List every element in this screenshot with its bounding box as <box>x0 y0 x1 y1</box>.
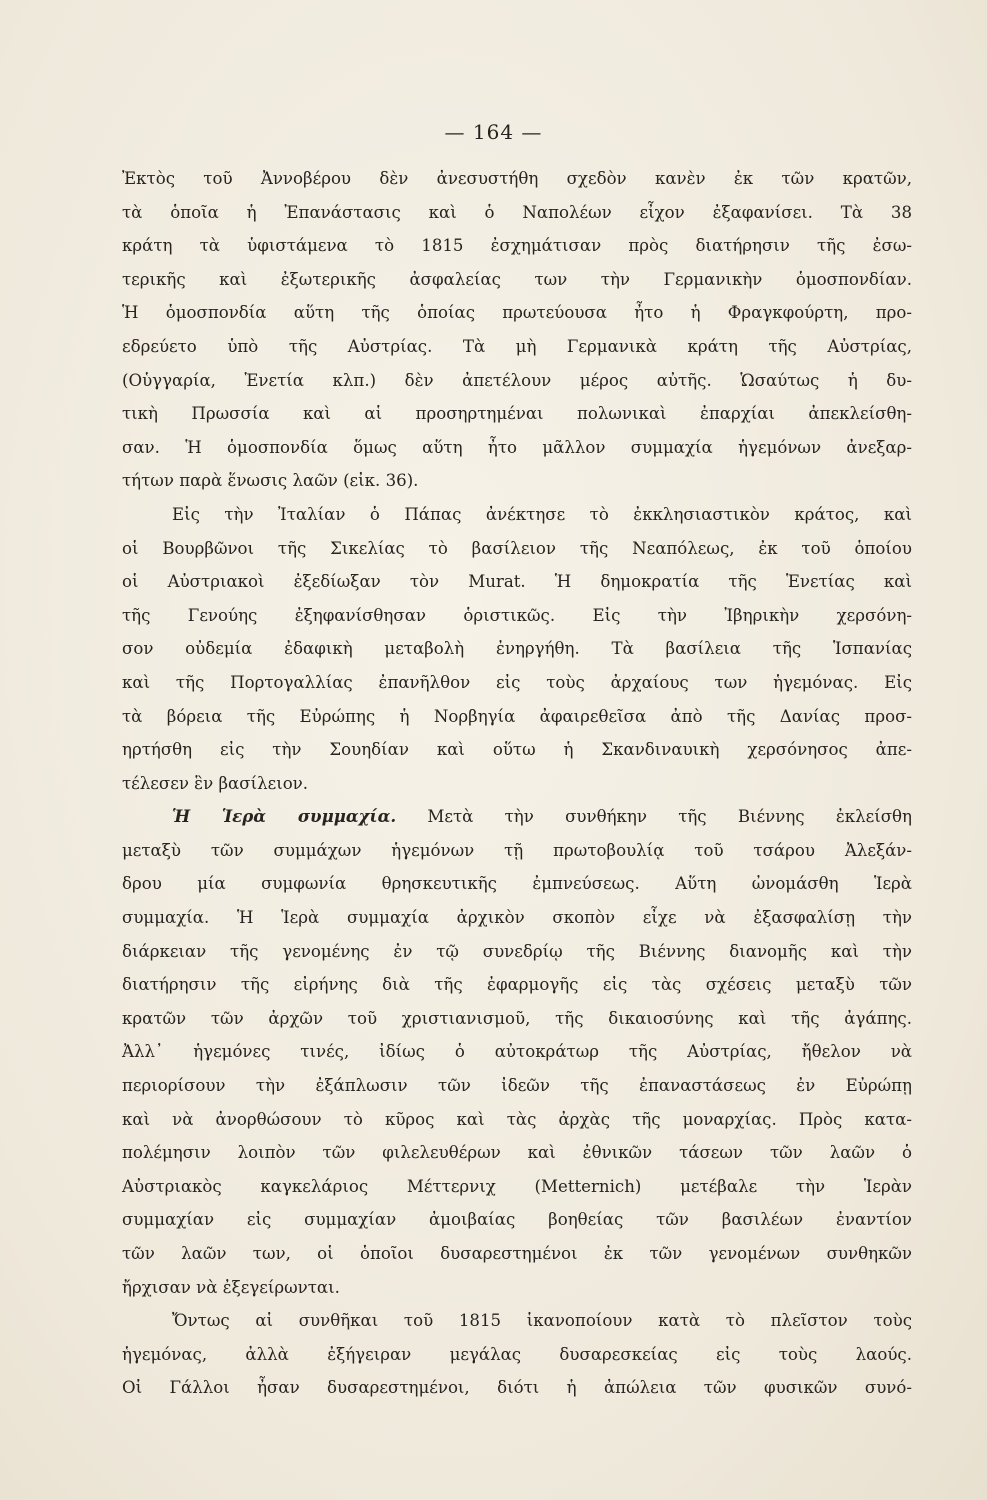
text-line: διάρκειαν τῆς γενομένης ἐν τῷ συνεδρίῳ τῆς Βιέννης διανομῆς καὶ τὴν <box>122 941 912 961</box>
text-line: Εἰς τὴν Ἰταλίαν ὁ Πάπας ἀνέκτησε τὸ ἐκκλησιαστικὸν κράτος, καὶ <box>172 504 912 524</box>
text-line: τήτων παρὰ ἕνωσις λαῶν (εἰκ. 36). <box>122 471 419 491</box>
text-line: συμμαχίαν εἰς συμμαχίαν ἀμοιβαίας βοηθείας τῶν βασιλέων ἐναντίον <box>122 1210 912 1230</box>
text-line: διατήρησιν τῆς εἰρήνης διὰ τῆς ἐφαρμογῆς εἰς τὰς σχέσεις μεταξὺ τῶν <box>122 975 912 995</box>
page-number: — 164 — <box>444 120 543 144</box>
text-line: σαν. Ἡ ὁμοσπονδία ὅμως αὕτη ἦτο μᾶλλον συμμαχία ἡγεμόνων ἀνεξαρ- <box>122 437 912 457</box>
text-line: κρατῶν τῶν ἀρχῶν τοῦ χριστιανισμοῦ, τῆς δικαιοσύνης καὶ τῆς ἀγάπης. <box>122 1008 912 1028</box>
paragraph-1 <box>122 162 912 498</box>
text-line: καὶ τῆς Πορτογαλλίας ἐπανῆλθον εἰς τοὺς ἀρχαίους των ἡγεμόνας. Εἰς <box>122 672 912 692</box>
text-line: τῶν λαῶν των, οἱ ὁποῖοι δυσαρεστημένοι ἐκ τῶν γενομένων συνθηκῶν <box>122 1244 912 1263</box>
text-line: καὶ νὰ ἀνορθώσουν τὸ κῦρος καὶ τὰς ἀρχὰς τῆς μοναρχίας. Πρὸς κατα- <box>122 1109 912 1129</box>
text-line: μεταξὺ τῶν συμμάχων ἡγεμόνων τῇ πρωτοβουλίᾳ τοῦ τσάρου Ἀλεξάν- <box>122 840 912 860</box>
text-line: τὰ βόρεια τῆς Εὐρώπης ἡ Νορβηγία ἀφαιρεθεῖσα ἀπὸ τῆς Δανίας προσ- <box>122 706 912 726</box>
text-line: οἱ Βουρβῶνοι τῆς Σικελίας τὸ βασίλειον τῆς Νεαπόλεως, ἐκ τοῦ ὁποίου <box>122 538 912 558</box>
paragraph-4 <box>122 1304 912 1405</box>
text-line: τὰ ὁποῖα ἡ Ἐπανάστασις καὶ ὁ Ναπολέων εἶχον ἐξαφανίσει. Τὰ 38 <box>122 202 912 222</box>
text-line: τερικῆς καὶ ἐξωτερικῆς ἀσφαλείας των τὴν Γερμανικὴν ὁμοσπονδίαν. <box>122 269 912 289</box>
text-line: εδρεύετο ὑπὸ τῆς Αὐστρίας. Τὰ μὴ Γερμανικὰ κράτη τῆς Αὐστρίας, <box>122 336 912 356</box>
text-line: ηρτήσθη εἰς τὴν Σουηδίαν καὶ οὕτω ἡ Σκανδιναυικὴ χερσόνησος ἀπε- <box>122 740 912 760</box>
text-line: Ἡ ὁμοσπονδία αὕτη τῆς ὁποίας πρωτεύουσα ἦτο ἡ Φραγκφούρτη, προ- <box>122 303 912 323</box>
text-line: Ἐκτὸς τοῦ Ἀννοβέρου δὲν ἀνεσυστήθη σχεδὸν κανὲν ἐκ τῶν κρατῶν, <box>122 169 912 188</box>
section-heading: Ἡ Ἱερὰ συμμαχία. <box>172 806 397 827</box>
text-line: σον οὐδεμία ἐδαφικὴ μεταβολὴ ἐνηργήθη. Τὰ βασίλεια τῆς Ἱσπανίας <box>122 639 912 659</box>
paragraph-3 <box>122 800 912 1304</box>
text-line: ἤρχισαν νὰ ἐξεγείρωνται. <box>122 1277 340 1297</box>
text-line: τέλεσεν ἓν βασίλειον. <box>122 773 309 793</box>
text-line: συμμαχία. Ἡ Ἱερὰ συμμαχία ἀρχικὸν σκοπὸν εἶχε νὰ ἐξασφαλίσῃ τὴν <box>122 908 912 928</box>
text-line: κράτη τὰ ὑφιστάμενα τὸ 1815 ἐσχημάτισαν πρὸς διατήρησιν τῆς ἐσω- <box>122 236 912 256</box>
text-line: Ὄντως αἱ συνθῆκαι τοῦ 1815 ἱκανοποίουν κατὰ τὸ πλεῖστον τοὺς <box>172 1311 912 1331</box>
text-line: τῆς Γενούης ἐξηφανίσθησαν ὁριστικῶς. Εἰς τὴν Ἰβηρικὴν χερσόνη- <box>122 605 912 625</box>
text-line: περιορίσουν τὴν ἐξάπλωσιν τῶν ἰδεῶν τῆς ἐπαναστάσεως ἐν Εὐρώπῃ <box>122 1076 912 1096</box>
text-line: ἡγεμόνας, ἀλλὰ ἐξήγειραν μεγάλας δυσαρεσκείας εἰς τοὺς λαούς. <box>122 1344 912 1364</box>
text-line: (Οὑγγαρία, Ἑνετία κλπ.) δὲν ἀπετέλουν μέρος αὐτῆς. Ὡσαύτως ἡ δυ- <box>122 370 912 390</box>
text-line: δρου μία συμφωνία θρησκευτικῆς ἐμπνεύσεως. Αὕτη ὠνομάσθη Ἱερὰ <box>122 874 912 894</box>
body-text <box>122 162 912 1405</box>
text-line: Ἀλλ᾽ ἡγεμόνες τινές, ἰδίως ὁ αὐτοκράτωρ τῆς Αὐστρίας, ἤθελον νὰ <box>122 1042 912 1062</box>
text-line: Οἱ Γάλλοι ἦσαν δυσαρεστημένοι, διότι ἡ ἀπώλεια τῶν φυσικῶν συνό- <box>122 1378 912 1398</box>
paragraph-2 <box>122 498 912 800</box>
heading-line-rest: Μετὰ τὴν συνθήκην τῆς Βιέννης ἐκλείσθη <box>427 807 912 827</box>
text-line: οἱ Αὐστριακοὶ ἐξεδίωξαν τὸν Murat. Ἡ δημοκρατία τῆς Ἑνετίας καὶ <box>122 572 912 592</box>
text-line: Αὐστριακὸς καγκελάριος Μέττερνιχ (Metternich) μετέβαλε τὴν Ἱερὰν <box>122 1176 912 1196</box>
text-line: τικὴ Πρωσσία καὶ αἱ προσηρτημέναι πολωνικαὶ ἐπαρχίαι ἀπεκλείσθη- <box>122 404 912 424</box>
text-line: πολέμησιν λοιπὸν τῶν φιλελευθέρων καὶ ἐθνικῶν τάσεων τῶν λαῶν ὁ <box>122 1143 912 1163</box>
text-line <box>122 800 912 834</box>
